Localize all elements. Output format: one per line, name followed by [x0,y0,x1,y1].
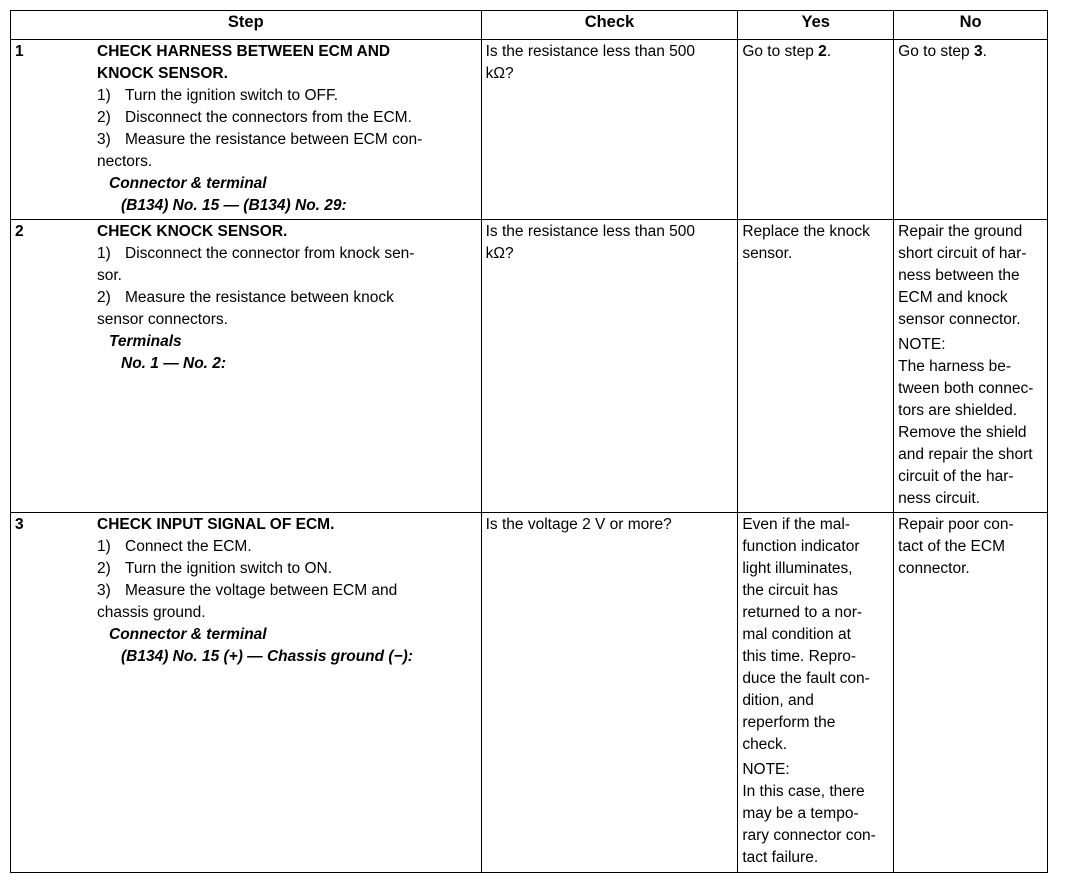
header-check: Check [481,11,738,40]
procedure-item-continued: sor. [97,267,122,284]
check-cell: Is the resistance less than 500 kΩ? [481,220,738,513]
header-row [11,11,1048,40]
note-label: NOTE: [742,761,790,778]
step-cell [11,220,482,513]
step-cell [11,513,482,873]
no-cell: Repair poor con- tact of the ECM connector. [894,513,1048,873]
procedure-item-continued: chassis ground. [97,604,206,621]
diagnostic-table [10,10,1048,873]
spec-value: No. 1 — No. 2: [121,355,227,372]
step-title: CHECK KNOCK SENSOR. [97,223,288,240]
spec-label: Terminals [109,333,182,350]
step-cell [11,40,482,220]
table-row [11,513,1048,873]
spec-label: Connector & terminal [109,175,267,192]
procedure-item: 1) Disconnect the connector from knock sen- [97,245,415,262]
procedure-item: 2) Disconnect the connectors from the ECM. [97,109,412,126]
yes-cell: Replace the knock sensor. [738,220,894,513]
step-title: CHECK INPUT SIGNAL OF ECM. [97,516,335,533]
spec-value: (B134) No. 15 (+) — Chassis ground (−): [121,648,413,665]
step-reference: 3 [973,43,983,60]
step-reference: 2 [818,43,827,60]
spec-label: Connector & terminal [109,626,267,643]
step-title: CHECK HARNESS BETWEEN ECM AND [97,43,391,60]
procedure-item-continued: nectors. [97,153,153,170]
no-cell: Go to step 3. [894,40,1048,220]
procedure-item: 1) Connect the ECM. [97,538,252,555]
procedure-item: 1) Turn the ignition switch to OFF. [97,87,339,104]
header-yes: Yes [738,11,894,40]
table-row [11,220,1048,513]
step-number: 3 [15,516,24,533]
check-cell: Is the voltage 2 V or more? [481,513,738,873]
note-label: NOTE: [898,336,946,353]
spec-value: (B134) No. 15 — (B134) No. 29: [121,197,347,214]
no-cell: Repair the ground short circuit of har- ness between the ECM and knock sensor connector. NOTE: The harness be- tween both connec- tors are shielded. Remove the shield and repair the short circuit of the har- ness circuit. [894,220,1048,513]
procedure-item: 2) Measure the resistance between knock [97,289,394,306]
step-title: KNOCK SENSOR. [97,65,228,82]
check-cell: Is the resistance less than 500 kΩ? [481,40,738,220]
yes-cell: Even if the mal- function indicator light illuminates, the circuit has returned to a nor- mal condition at this time. Repro- duce the fault con- dition, and reperform the check. NOTE: In this case, there may be a tempo- rary connector con- tact failure. [738,513,894,873]
procedure-item: 3) Measure the resistance between ECM con- [97,131,423,148]
procedure-item: 3) Measure the voltage between ECM and [97,582,398,599]
step-number: 1 [15,43,24,60]
header-no: No [894,11,1048,40]
header-step: Step [11,11,482,40]
table-row [11,40,1048,220]
step-number: 2 [15,223,24,240]
yes-cell: Go to step 2. [738,40,894,220]
procedure-item-continued: sensor connectors. [97,311,228,328]
procedure-item: 2) Turn the ignition switch to ON. [97,560,333,577]
